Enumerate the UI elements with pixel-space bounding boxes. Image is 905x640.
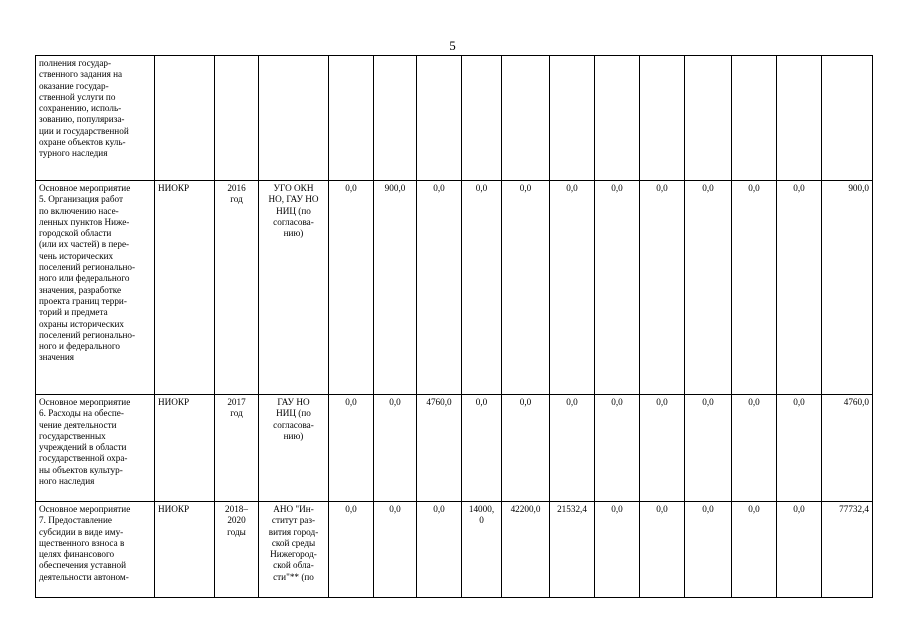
measure-name-cell: Основное мероприятие 7. Предоставление субсидии в виде иму- щественного взноса в целях финансового обеспечения уставной деятельности автоном- xyxy=(36,502,155,598)
table-row xyxy=(36,502,873,598)
funding-value-cell xyxy=(595,56,640,181)
funding-value-cell: 0,0 xyxy=(777,502,822,598)
funding-value-cell: 0,0 xyxy=(329,395,374,502)
funding-total-cell: 900,0 xyxy=(822,181,873,395)
funding-value-cell xyxy=(777,56,822,181)
executor-cell: НИОКР xyxy=(155,502,215,598)
table-row xyxy=(36,181,873,395)
funding-total-cell: 4760,0 xyxy=(822,395,873,502)
funding-value-cell: 0,0 xyxy=(685,395,732,502)
funding-value-cell: 0,0 xyxy=(417,181,462,395)
funding-value-cell: 0,0 xyxy=(502,181,550,395)
funding-value-cell xyxy=(462,56,502,181)
program-budget-table xyxy=(35,55,873,598)
table-row xyxy=(36,56,873,181)
funding-value-cell: 0,0 xyxy=(732,181,777,395)
funding-value-cell: 0,0 xyxy=(329,181,374,395)
funding-value-cell xyxy=(640,56,685,181)
funding-value-cell: 42200,0 xyxy=(502,502,550,598)
funding-value-cell: 0,0 xyxy=(550,181,595,395)
funding-total-cell xyxy=(822,56,873,181)
funding-value-cell: 0,0 xyxy=(595,502,640,598)
funding-value-cell: 0,0 xyxy=(462,181,502,395)
funding-value-cell xyxy=(502,56,550,181)
funding-value-cell: 0,0 xyxy=(732,502,777,598)
executor-cell: НИОКР xyxy=(155,181,215,395)
funding-value-cell: 900,0 xyxy=(374,181,417,395)
funding-value-cell: 0,0 xyxy=(595,395,640,502)
funding-value-cell: 0,0 xyxy=(502,395,550,502)
period-cell: 2018– 2020 годы xyxy=(215,502,259,598)
funding-value-cell: 14000, 0 xyxy=(462,502,502,598)
measure-name-cell: Основное мероприятие 6. Расходы на обеспе- чение деятельности государственных учреждений в области государственной охра- ны объектов культур- ного наследия xyxy=(36,395,155,502)
funding-value-cell: 0,0 xyxy=(374,502,417,598)
funding-value-cell: 0,0 xyxy=(640,181,685,395)
period-cell xyxy=(215,56,259,181)
responsible-cell xyxy=(259,56,329,181)
measure-name-cell: полнения государ- ственного задания на оказание государ- ственной услуги по сохранению, исполь- зованию, популяриза- ции и государственной охране объектов куль- турного наследия xyxy=(36,56,155,181)
page-number: 5 xyxy=(449,38,456,53)
funding-value-cell xyxy=(685,56,732,181)
funding-value-cell xyxy=(550,56,595,181)
funding-value-cell xyxy=(732,56,777,181)
responsible-cell: ГАУ НО НИЦ (по согласова- нию) xyxy=(259,395,329,502)
funding-value-cell: 0,0 xyxy=(640,395,685,502)
funding-value-cell xyxy=(374,56,417,181)
funding-value-cell: 0,0 xyxy=(777,395,822,502)
funding-value-cell: 4760,0 xyxy=(417,395,462,502)
responsible-cell: УГО ОКН НО, ГАУ НО НИЦ (по согласова- нию) xyxy=(259,181,329,395)
measure-name-cell: Основное мероприятие 5. Организация работ по включению насе- ленных пунктов Ниже- городской области (или их частей) в пере- чень исторических поселений регионально- ного или федерального значения, разработке проекта границ терри- торий и предмета охраны исторических поселений регионально- ного и федерального значения xyxy=(36,181,155,395)
period-cell: 2016 год xyxy=(215,181,259,395)
funding-value-cell: 0,0 xyxy=(685,181,732,395)
funding-value-cell xyxy=(417,56,462,181)
executor-cell: НИОКР xyxy=(155,395,215,502)
funding-value-cell: 0,0 xyxy=(329,502,374,598)
funding-value-cell: 21532,4 xyxy=(550,502,595,598)
funding-value-cell: 0,0 xyxy=(374,395,417,502)
funding-value-cell: 0,0 xyxy=(462,395,502,502)
executor-cell xyxy=(155,56,215,181)
funding-value-cell: 0,0 xyxy=(640,502,685,598)
period-cell: 2017 год xyxy=(215,395,259,502)
funding-total-cell: 77732,4 xyxy=(822,502,873,598)
funding-value-cell: 0,0 xyxy=(417,502,462,598)
funding-value-cell: 0,0 xyxy=(550,395,595,502)
funding-value-cell: 0,0 xyxy=(685,502,732,598)
funding-value-cell xyxy=(329,56,374,181)
funding-value-cell: 0,0 xyxy=(777,181,822,395)
funding-value-cell: 0,0 xyxy=(595,181,640,395)
table-row xyxy=(36,395,873,502)
funding-value-cell: 0,0 xyxy=(732,395,777,502)
responsible-cell: АНО "Ин- ститут раз- вития город- ской среды Нижегород- ской обла- сти"** (по xyxy=(259,502,329,598)
